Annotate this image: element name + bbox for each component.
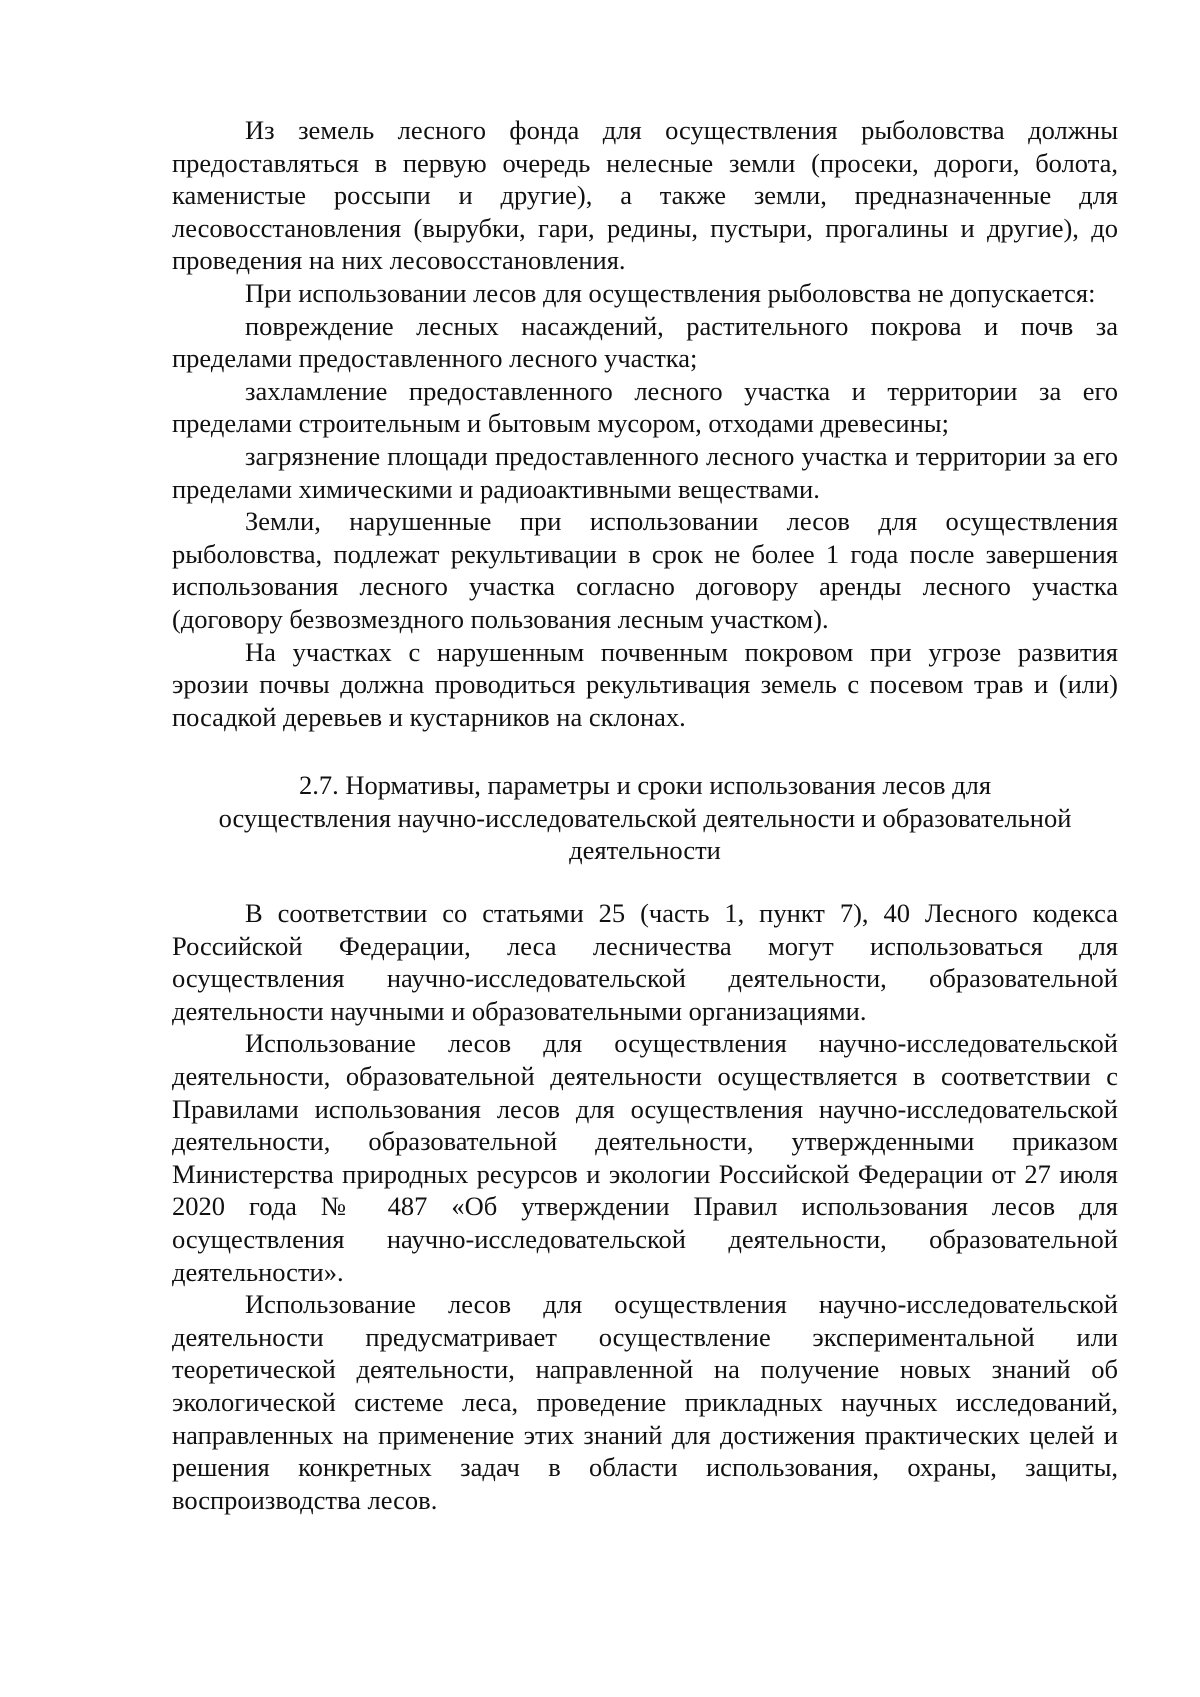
paragraph-erosion-recultivation: На участках с нарушенным почвенным покровом при угрозе развития эрозии почвы должна проводиться рекультивация земель с посевом трав и (или) посадкой деревьев и кустарников на склонах.	[172, 636, 1118, 732]
paragraph-prohibition-damage: повреждение лесных насаждений, растительного покрова и почв за пределами предоставленного лесного участка;	[172, 310, 1118, 374]
spacer	[172, 867, 1118, 897]
paragraph-forest-code-articles: В соответствии со статьями 25 (часть 1, пункт 7), 40 Лесного кодекса Российской Федерации, леса лесничества могут использоваться для осуществления научно-исследовательской деятельности, образовательной деятельности научными и образовательными организациями.	[172, 898, 1118, 1026]
paragraph-land-recultivation: Земли, нарушенные при использовании лесов для осуществления рыболовства, подлежат рекультивации в срок не более 1 года после завершения использования лесного участка согласно договору аренды лесного участка (договору безвозмездного пользования лесным участком).	[172, 506, 1118, 634]
heading-line: деятельности	[569, 835, 721, 866]
heading-line: 2.7. Нормативы, параметры и сроки использования лесов для	[298, 770, 992, 801]
paragraph-prohibition-pollution: загрязнение площади предоставленного лесного участка и территории за его пределами химическими и радиоактивными веществами.	[172, 440, 1118, 504]
section-heading-2-7	[172, 769, 1118, 867]
document-body	[172, 114, 1118, 1516]
paragraph-rules-order-487: Использование лесов для осуществления научно-исследовательской деятельности, образовательной деятельности осуществляется в соответствии с Правилами использования лесов для осуществления научно-исследовательской деятельности, образовательной деятельности, утвержденными приказом Министерства природных ресурсов и экологии Российской Федерации от 27 июля 2020 года № 487 «Об утверждении Правил использования лесов для осуществления научно-исследовательской деятельности, образовательной деятельности».	[172, 1028, 1118, 1287]
paragraph-fishing-land-allocation: Из земель лесного фонда для осуществления рыболовства должны предоставляться в первую очередь нелесные земли (просеки, дороги, болота, каменистые россыпи и другие), а также земли, предназначенные для лесовосстановления (вырубки, гари, редины, пустыри, прогалины и другие), до проведения на них лесовосстановления.	[172, 115, 1118, 276]
heading-line: осуществления научно-исследовательской деятельности и образовательной	[218, 802, 1072, 833]
paragraph-research-activity: Использование лесов для осуществления научно-исследовательской деятельности предусматривает осуществление экспериментальной или теоретической деятельности, направленной на получение новых знаний об экологической системе леса, проведение прикладных научных исследований, направленных на применение этих знаний для достижения практических целей и решения конкретных задач в области использования, охраны, защиты, воспроизводства лесов.	[172, 1289, 1118, 1515]
paragraph-fishing-prohibitions-intro: При использовании лесов для осуществления рыболовства не допускается:	[245, 277, 1096, 308]
paragraph-prohibition-littering: захламление предоставленного лесного участка и территории за его пределами строительным и бытовым мусором, отходами древесины;	[172, 375, 1118, 439]
